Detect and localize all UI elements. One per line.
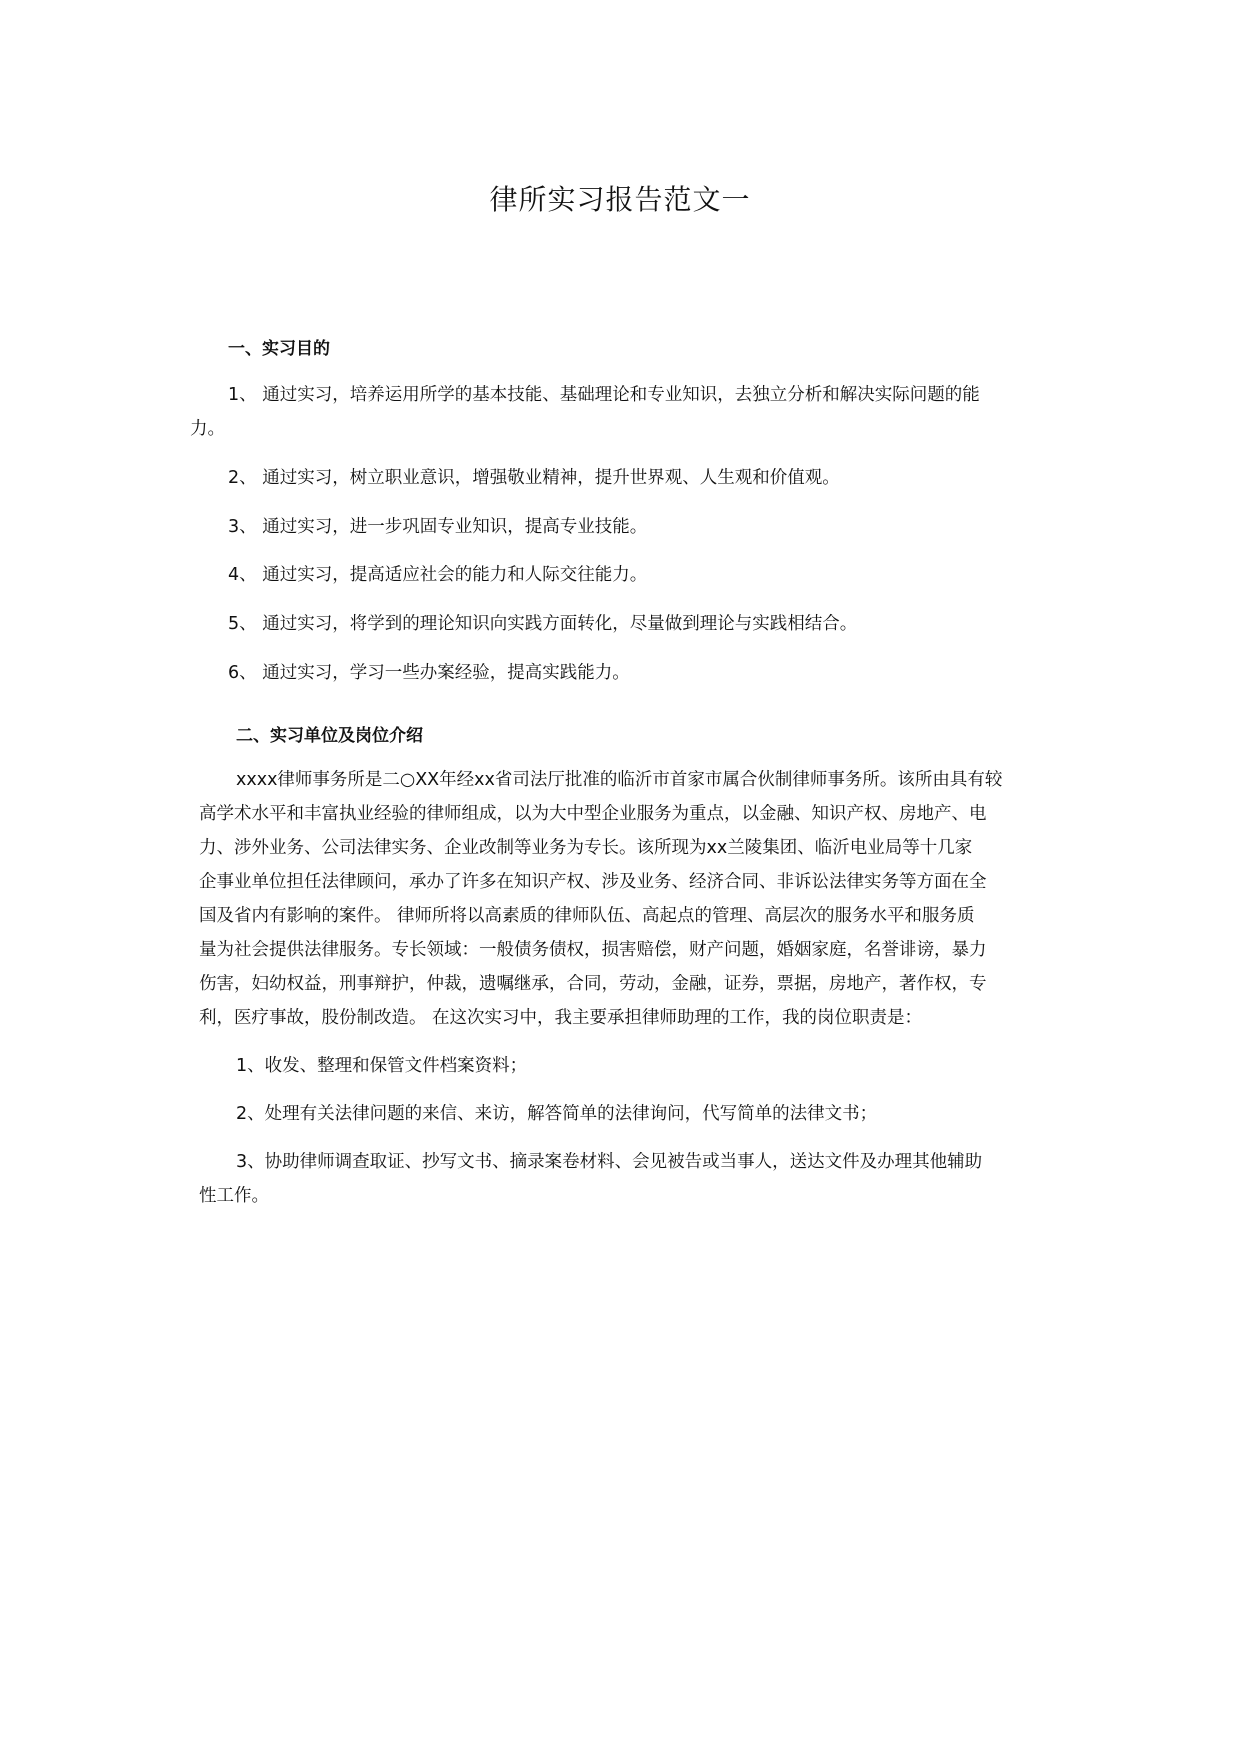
duty-item-3-line-2: 性工作。 (199, 1186, 269, 1206)
unit-paragraph-line-5: 国及省内有影响的案件。 律师所将以高素质的律师队伍、高起点的管理、高层次的服务水平和服务质 (199, 906, 975, 926)
unit-paragraph-line-8: 利，医疗事故，股份制改造。 在这次实习中，我主要承担律师助理的工作，我的岗位职责是： (199, 1008, 923, 1028)
unit-paragraph-line-3: 力、涉外业务、公司法律实务、企业改制等业务为专长。该所现为xx兰陵集团、临沂电业局等十几家 (199, 838, 973, 858)
duty-item-1: 1、收发、整理和保管文件档案资料； (236, 1056, 528, 1076)
purpose-item-5: 5、 通过实习，将学到的理论知识向实践方面转化，尽量做到理论与实践相结合。 (228, 614, 858, 634)
unit-paragraph-line-1: xxxx律师事务所是二○XX年经xx省司法厅批准的临沂市首家市属合伙制律师事务所。该所由具有较 (236, 770, 1003, 790)
purpose-item-2: 2、 通过实习，树立职业意识，增强敬业精神，提升世界观、人生观和价值观。 (228, 468, 840, 488)
section-heading-purpose: 一、实习目的 (228, 339, 330, 359)
unit-paragraph-line-7: 伤害，妇幼权益，刑事辩护，仲裁，遗嘱继承，合同，劳动，金融，证券，票据，房地产，著作权，专 (199, 974, 987, 994)
duty-item-2: 2、处理有关法律问题的来信、来访，解答简单的法律询问，代写简单的法律文书； (236, 1104, 878, 1124)
purpose-item-1-line-1: 1、 通过实习，培养运用所学的基本技能、基础理论和专业知识，去独立分析和解决实际问题的能 (228, 385, 980, 405)
unit-paragraph-line-6: 量为社会提供法律服务。专长领域：一般债务债权，损害赔偿，财产问题，婚姻家庭，名誉诽谤，暴力 (199, 940, 987, 960)
document-title: 律所实习报告范文一 (489, 183, 751, 216)
section-heading-unit: 二、实习单位及岗位介绍 (236, 726, 423, 746)
purpose-item-6: 6、 通过实习，学习一些办案经验，提高实践能力。 (228, 663, 630, 683)
unit-paragraph-line-2: 高学术水平和丰富执业经验的律师组成，以为大中型企业服务为重点，以金融、知识产权、房地产、电 (199, 804, 987, 824)
unit-paragraph-line-4: 企事业单位担任法律顾问，承办了许多在知识产权、涉及业务、经济合同、非诉讼法律实务等方面在全 (199, 872, 987, 892)
purpose-item-3: 3、 通过实习，进一步巩固专业知识，提高专业技能。 (228, 517, 648, 537)
purpose-item-1-line-2: 力。 (190, 419, 225, 439)
purpose-item-4: 4、 通过实习，提高适应社会的能力和人际交往能力。 (228, 565, 648, 585)
duty-item-3-line-1: 3、协助律师调查取证、抄写文书、摘录案卷材料、会见被告或当事人，送达文件及办理其他辅助 (236, 1152, 983, 1172)
